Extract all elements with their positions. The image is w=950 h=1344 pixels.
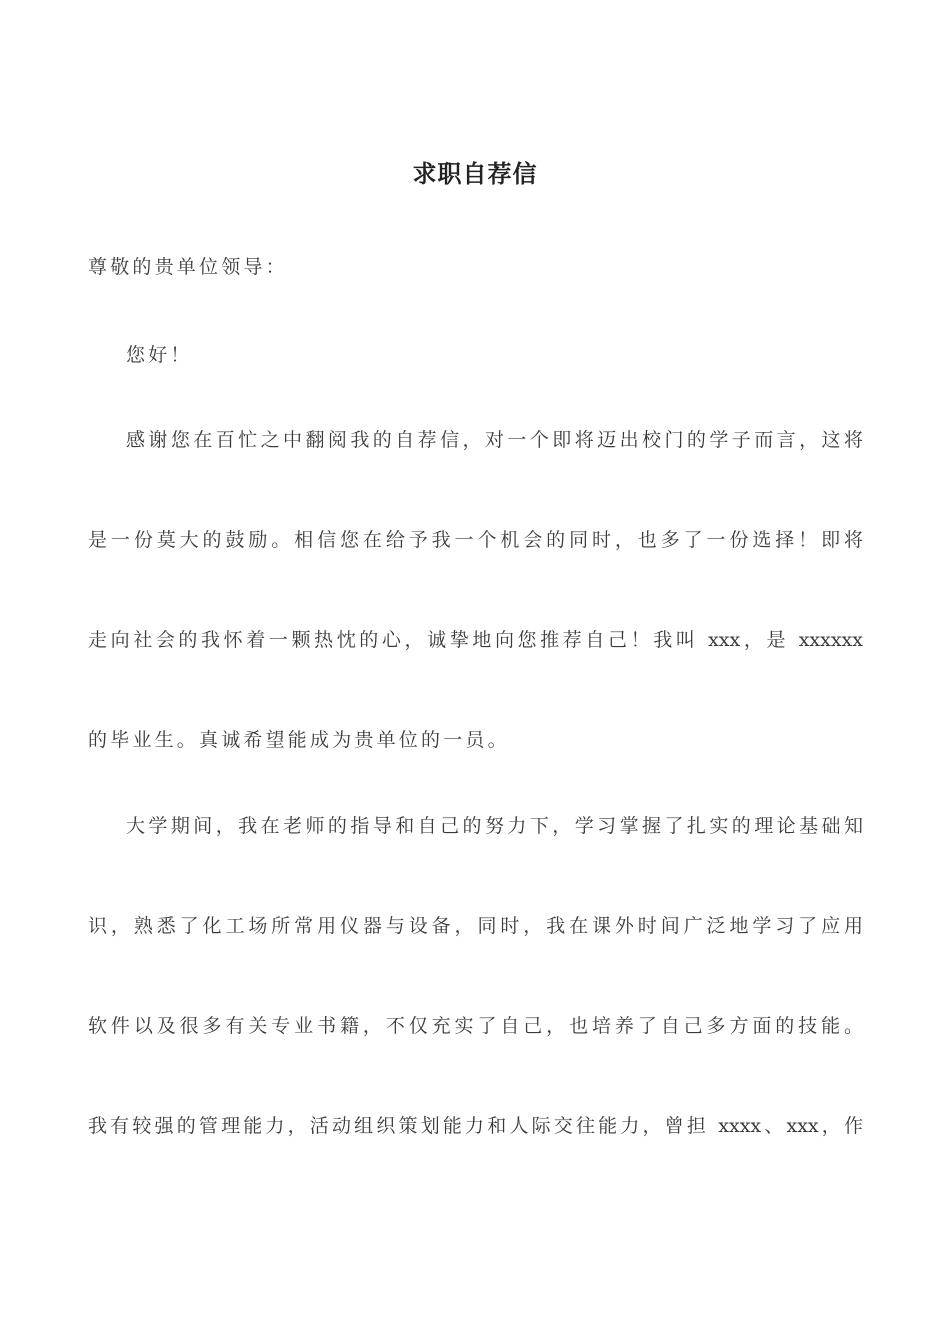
paragraph-line: 走向社会的我怀着一颗热忱的心，诚挚地向您推荐自己！我叫 xxx，是 xxxxxx (88, 629, 863, 651)
paragraph-line: 我有较强的管理能力，活动组织策划能力和人际交往能力，曾担 xxxx、xxx，作 (88, 1115, 863, 1137)
document-title: 求职自荐信 (412, 159, 538, 188)
paragraph-line: 的毕业生。真诚希望能成为贵单位的一员。 (88, 729, 510, 751)
paragraph-line: 感谢您在百忙之中翻阅我的自荐信，对一个即将迈出校门的学子而言，这将 (126, 429, 863, 451)
greeting: 您好！ (126, 344, 193, 366)
salutation: 尊敬的贵单位领导： (88, 256, 288, 278)
paragraph-line: 是一份莫大的鼓励。相信您在给予我一个机会的同时，也多了一份选择！即将 (88, 529, 863, 551)
paragraph-line: 大学期间，我在老师的指导和自己的努力下，学习掌握了扎实的理论基础知 (126, 815, 863, 837)
paragraph-line: 软件以及很多有关专业书籍，不仅充实了自己，也培养了自己多方面的技能。 (88, 1015, 863, 1037)
paragraph-line: 识，熟悉了化工场所常用仪器与设备，同时，我在课外时间广泛地学习了应用 (88, 915, 863, 937)
